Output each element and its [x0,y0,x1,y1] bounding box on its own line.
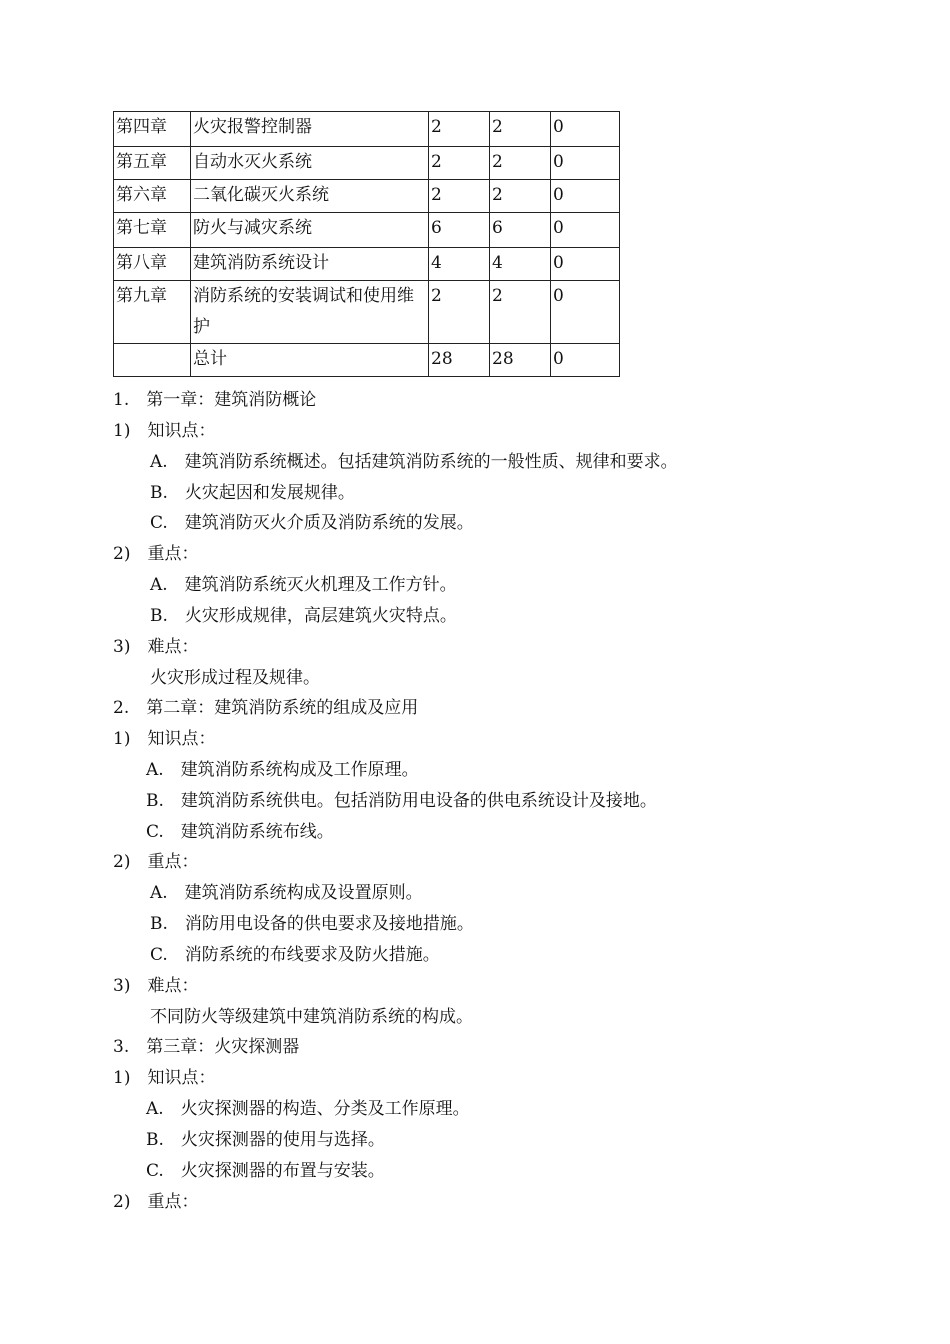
chapter-heading: 1. 第一章：建筑消防概论 [113,390,317,410]
list-item: C. 建筑消防系统布线。 [146,822,334,842]
title-cell: 总计 [191,344,429,377]
chapter-cell: 第七章 [114,213,191,248]
paragraph: 不同防火等级建筑中建筑消防系统的构成。 [150,1007,473,1027]
list-item: A. 建筑消防系统灭火机理及工作方针。 [150,575,457,595]
section-heading: 1) 知识点： [113,421,216,441]
hours-cell: 2 [490,112,551,147]
hours-cell: 2 [429,281,490,344]
table-row [114,147,620,180]
table-row [114,180,620,213]
chapter-cell: 第四章 [114,112,191,147]
table-row [114,281,620,344]
list-item: A. 建筑消防系统构成及设置原则。 [150,883,423,903]
list-item: B. 火灾起因和发展规律。 [150,483,355,503]
hours-cell: 2 [429,147,490,180]
title-cell: 自动水灭火系统 [191,147,429,180]
table-row [114,248,620,281]
paragraph: 火灾形成过程及规律。 [150,668,320,688]
section-heading: 2) 重点： [113,1192,199,1212]
hours-cell: 0 [551,147,620,180]
chapter-cell: 第八章 [114,248,191,281]
chapter-cell [114,344,191,377]
table-row [114,112,620,147]
hours-cell: 2 [429,180,490,213]
hours-cell: 2 [490,281,551,344]
hours-cell: 2 [490,180,551,213]
hours-cell: 4 [490,248,551,281]
hours-cell: 0 [551,248,620,281]
section-heading: 2) 重点： [113,544,199,564]
chapter-heading: 3. 第三章：火灾探测器 [113,1037,300,1057]
title-cell: 建筑消防系统设计 [191,248,429,281]
list-item: B. 火灾形成规律，高层建筑火灾特点。 [150,606,457,626]
table-row [114,213,620,248]
title-cell: 消防系统的安装调试和使用维护 [191,281,429,344]
hours-cell: 0 [551,112,620,147]
list-item: B. 消防用电设备的供电要求及接地措施。 [150,914,474,934]
hours-cell: 2 [490,147,551,180]
hours-cell: 4 [429,248,490,281]
chapter-cell: 第五章 [114,147,191,180]
list-item: A. 火灾探测器的构造、分类及工作原理。 [146,1099,470,1119]
hours-cell: 6 [490,213,551,248]
section-heading: 1) 知识点： [113,1068,216,1088]
list-item: C. 消防系统的布线要求及防火措施。 [150,945,440,965]
list-item: A. 建筑消防系统概述。包括建筑消防系统的一般性质、规律和要求。 [150,452,678,472]
list-item: B. 建筑消防系统供电。包括消防用电设备的供电系统设计及接地。 [146,791,657,811]
section-heading: 3) 难点： [113,637,199,657]
hours-cell: 28 [490,344,551,377]
section-heading: 2) 重点： [113,852,199,872]
hours-cell: 0 [551,213,620,248]
hours-cell: 6 [429,213,490,248]
chapter-cell: 第九章 [114,281,191,344]
title-cell: 防火与减灾系统 [191,213,429,248]
hours-cell: 28 [429,344,490,377]
hours-cell: 0 [551,180,620,213]
hours-cell: 2 [429,112,490,147]
course-hours-table [113,111,620,377]
hours-cell: 0 [551,281,620,344]
list-item: C. 建筑消防灭火介质及消防系统的发展。 [150,513,474,533]
chapter-cell: 第六章 [114,180,191,213]
title-cell: 二氧化碳灭火系统 [191,180,429,213]
title-cell: 火灾报警控制器 [191,112,429,147]
list-item: A. 建筑消防系统构成及工作原理。 [146,760,419,780]
table-row [114,344,620,377]
hours-cell: 0 [551,344,620,377]
list-item: B. 火灾探测器的使用与选择。 [146,1130,385,1150]
chapter-heading: 2. 第二章：建筑消防系统的组成及应用 [113,698,419,718]
section-heading: 3) 难点： [113,976,199,996]
list-item: C. 火灾探测器的布置与安装。 [146,1161,385,1181]
section-heading: 1) 知识点： [113,729,216,749]
